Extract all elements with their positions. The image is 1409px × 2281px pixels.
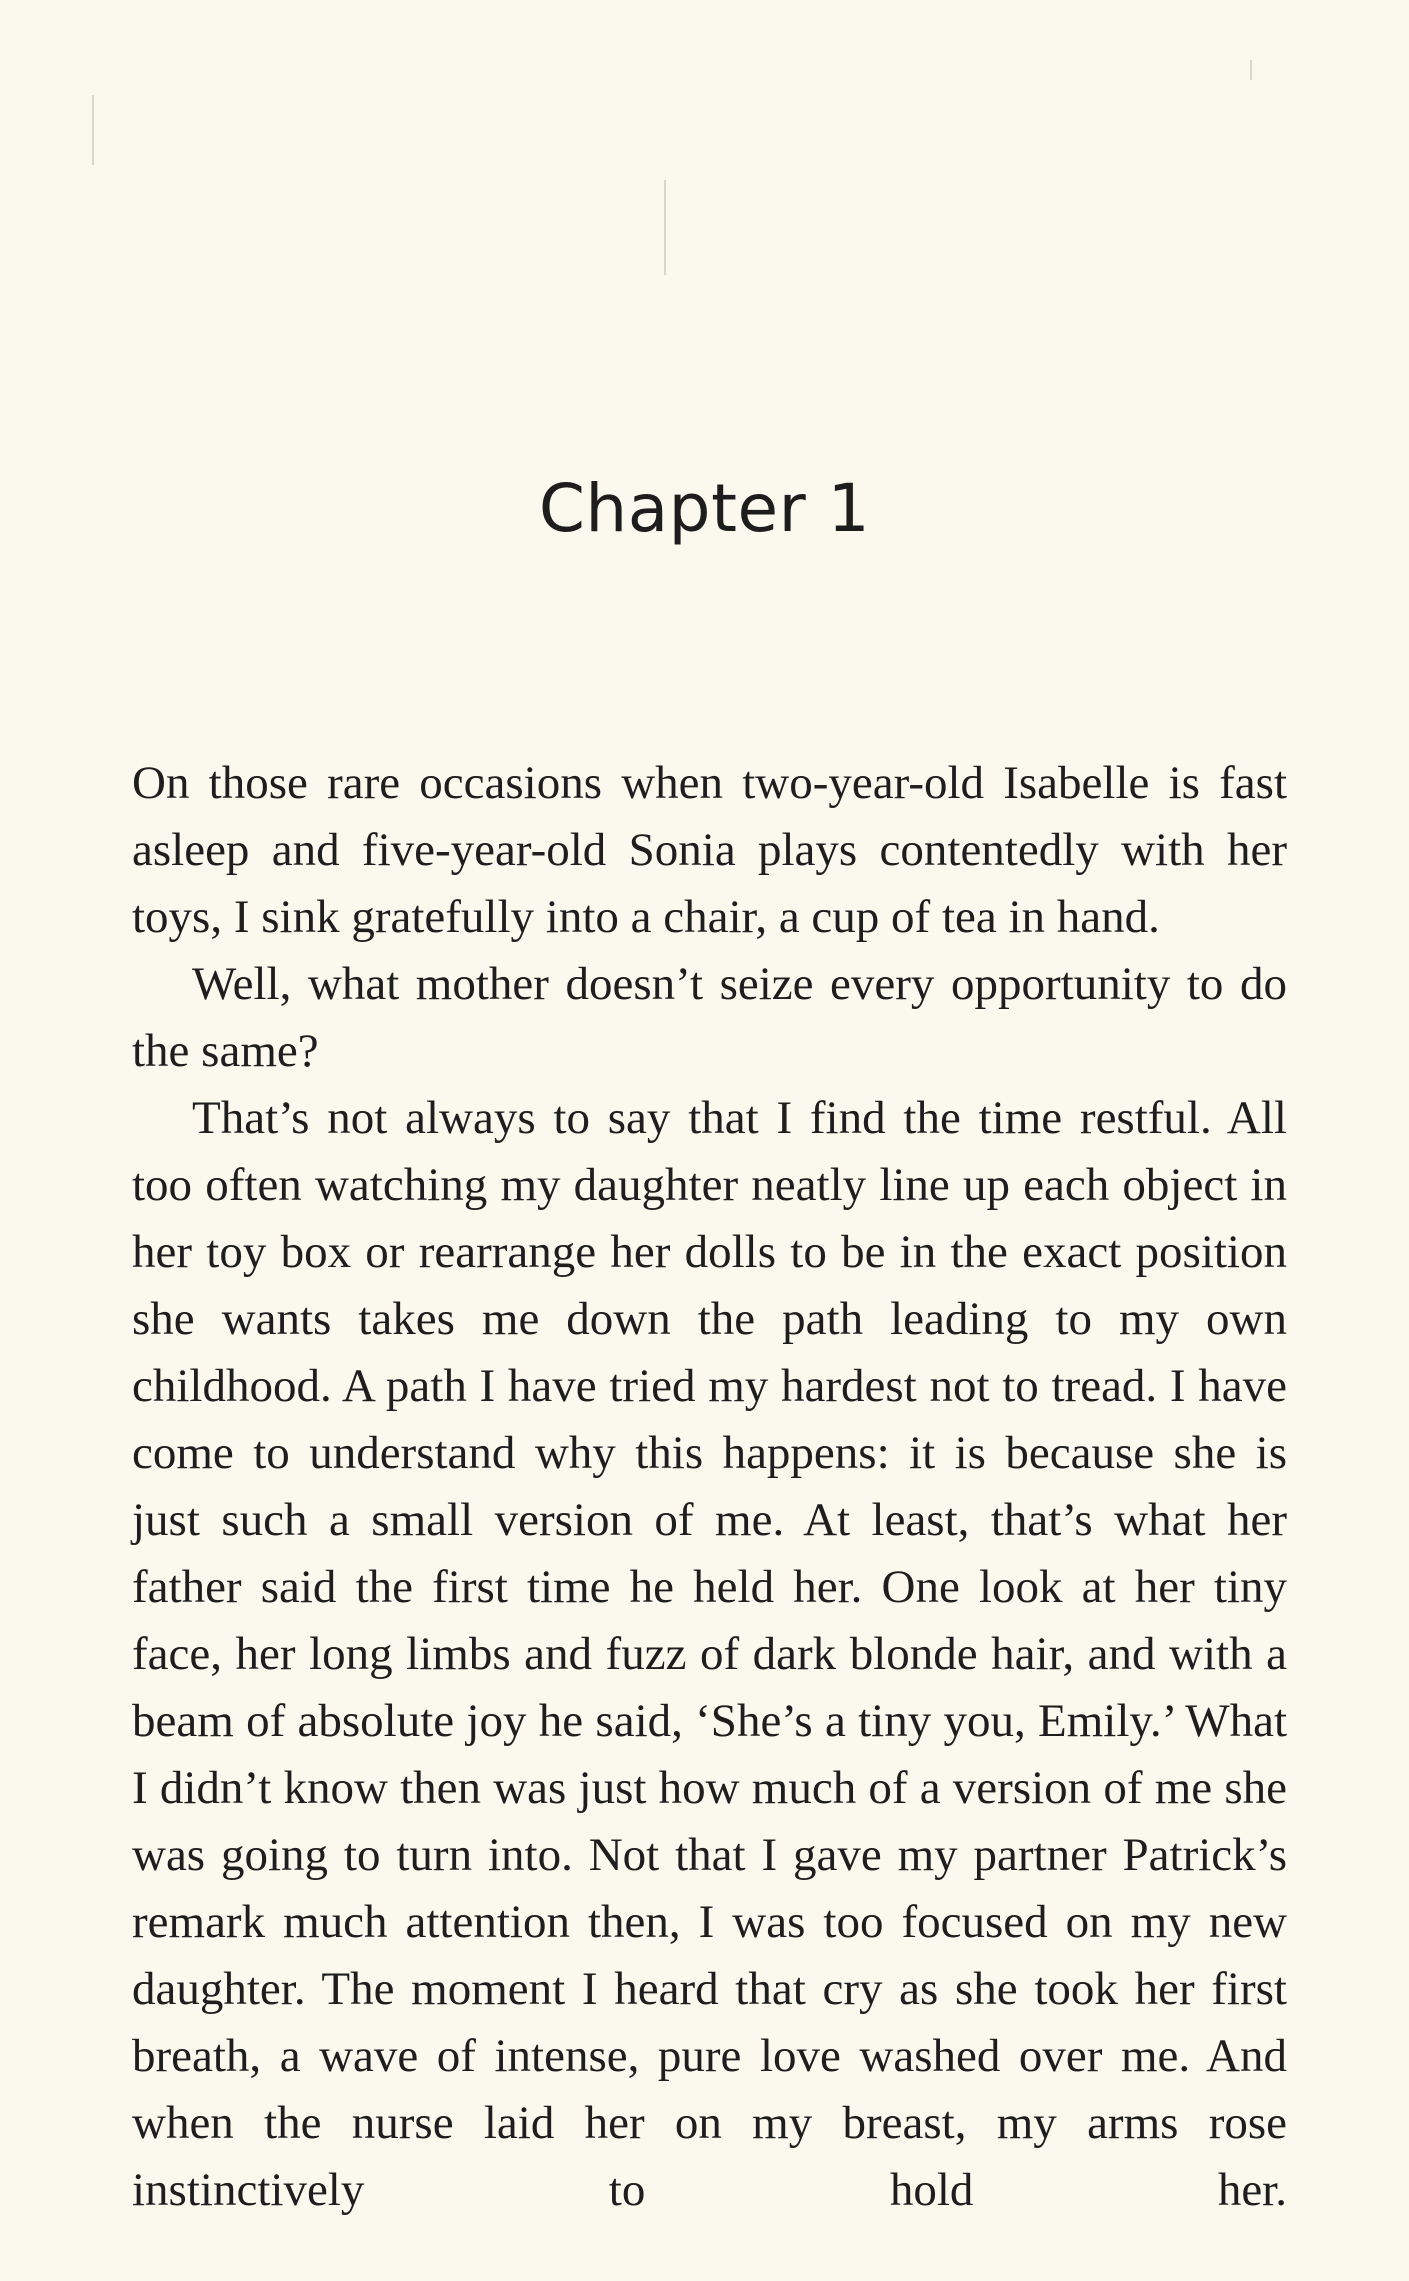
paragraph-2: Well, what mother doesn’t seize every opportunity to do the same? bbox=[132, 958, 1287, 1077]
chapter-body bbox=[132, 750, 1287, 2224]
paragraph-1: On those rare occasions when two-year-old Isabelle is fast asleep and five-year-old Sonia plays contentedly with her toys, I sink gratefully into a chair, a cup of tea in hand. bbox=[132, 757, 1287, 943]
paragraph-3: That’s not always to say that I find the time restful. All too often watching my daughter neatly line up each object in her toy box or rearrange her dolls to be in the exact position she wants takes me down the path leading to my own childhood. A path I have tried my hardest not to tread. I have come to understand why this happens: it is because she is just such a small version of me. At least, that’s what her father said the first time he held her. One look at her tiny face, her long limbs and fuzz of dark blonde hair, and with a beam of absolute joy he said, ‘She’s a tiny you, Emily.’ What I didn’t know then was just how much of a version of me she was going to turn into. Not that I gave my partner Patrick’s remark much attention then, I was too focused on my new daughter. The moment I heard that cry as she took her first breath, a wave of intense, pure love washed over me. And when the nurse laid her on my breast, my arms rose instinctively to hold her. bbox=[132, 1092, 1287, 2216]
scan-artifact-center bbox=[664, 180, 666, 275]
scan-artifact-right bbox=[1250, 60, 1252, 80]
chapter-title: Chapter 1 bbox=[538, 470, 871, 547]
scan-artifact-left bbox=[92, 95, 94, 165]
